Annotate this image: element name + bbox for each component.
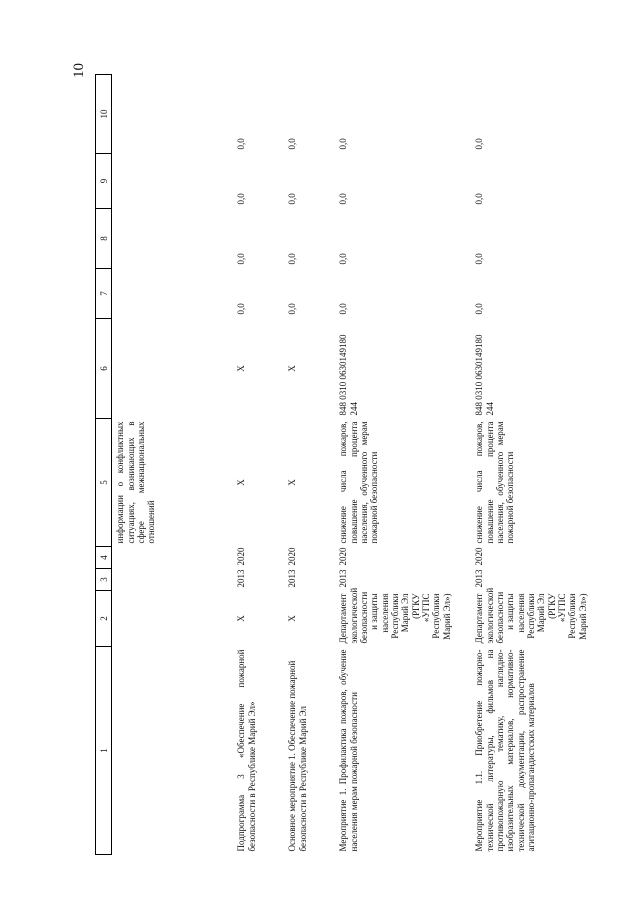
cell-value <box>112 154 234 209</box>
cell-name: Подпрограмма 3 «Обеспечение пожарной безопасности в Республике Марий Эл» <box>236 649 257 852</box>
cell-start-year <box>112 569 234 591</box>
cell-value: 0,0 <box>338 138 349 150</box>
cell-code <box>112 319 234 419</box>
column-header: 6 <box>96 319 112 419</box>
column-header: 7 <box>96 269 112 319</box>
cell-value: 0,0 <box>236 193 247 205</box>
cell-end-year: 2020 <box>338 547 349 566</box>
cell-start-year: 2013 <box>236 569 247 588</box>
cell-start-year: 2013 <box>287 569 298 588</box>
cell-value: 0,0 <box>287 138 298 150</box>
cell-value: 0,0 <box>474 253 485 265</box>
cell-value <box>112 269 234 319</box>
cell-executor <box>112 591 234 647</box>
cell-value: 0,0 <box>338 253 349 265</box>
cell-value: 0,0 <box>236 303 247 315</box>
cell-name: Мероприятие 1.1. Приобретение пожарно-технической литературы, фильмов на противопожарную тематику, наглядно-изобразительных материалов, нормативно-технической документации, распространение агитационно-пропагандистских материалов <box>474 649 537 852</box>
cell-name: Основное мероприятие 1. Обеспечение пожарной безопасности в Республике Марий Эл <box>287 660 308 852</box>
cell-value: 0,0 <box>287 253 298 265</box>
cell-result: снижение числа пожаров, повышение процента населения, обученного мерам пожарной безопасности <box>474 421 516 544</box>
cell-code: X <box>236 365 247 372</box>
cell-executor: X <box>287 615 298 622</box>
table-row <box>284 75 335 855</box>
cell-executor: X <box>236 615 247 622</box>
cell-value: 0,0 <box>338 303 349 315</box>
column-header: 10 <box>96 75 112 154</box>
cell-start-year: 2013 <box>474 569 485 588</box>
cell-executor: Департамент экологической безопасности и защиты населения Республики Марий Эл (РГКУ «УГПС Республики Марий Эл») <box>474 587 588 644</box>
table-row <box>471 75 591 855</box>
cell-end-year: 2020 <box>287 547 298 566</box>
cell-value: 0,0 <box>236 253 247 265</box>
table-row <box>335 75 471 855</box>
cell-end-year: 2020 <box>474 547 485 566</box>
cell-end-year <box>112 547 234 569</box>
cell-value: 0,0 <box>287 303 298 315</box>
cell-name <box>112 647 234 855</box>
cell-result: снижение числа пожаров, повышение процента населения, обученного мерам пожарной безопасности <box>338 421 380 544</box>
column-header: 2 <box>96 591 112 647</box>
cell-end-year: 2020 <box>236 547 247 566</box>
cell-value: 0,0 <box>474 138 485 150</box>
cell-value: 0,0 <box>287 193 298 205</box>
column-header: 5 <box>96 419 112 547</box>
column-header: 1 <box>96 647 112 855</box>
cell-value <box>112 75 234 154</box>
table-header <box>96 75 112 855</box>
cell-result: X <box>236 479 247 486</box>
cell-start-year: 2013 <box>338 569 349 588</box>
cell-name: Мероприятие 1. Профилактика пожаров, обучение населения мерам пожарной безопасности <box>338 649 359 852</box>
program-table <box>95 74 591 855</box>
column-header: 3 <box>96 569 112 591</box>
cell-value: 0,0 <box>236 138 247 150</box>
rotated-page <box>95 75 588 855</box>
cell-code: X <box>287 365 298 372</box>
table-row <box>233 75 284 855</box>
cell-value <box>112 209 234 269</box>
cell-code: 848 0310 0630149180 244 <box>338 334 359 416</box>
cell-executor: Департамент экологической безопасности и защиты населения Республики Марий Эл (РГКУ «УГПС Республики Марий Эл») <box>338 587 452 644</box>
cell-value: 0,0 <box>474 303 485 315</box>
column-header: 9 <box>96 154 112 209</box>
cell-value: 0,0 <box>338 193 349 205</box>
page-number: 10 <box>71 63 87 78</box>
cell-value: 0,0 <box>474 193 485 205</box>
column-header: 8 <box>96 209 112 269</box>
cell-result: информации о конфликтных ситуациях, возникающих в сфере межнациональных отношений <box>115 421 157 544</box>
table-row <box>112 75 234 855</box>
cell-code: 848 0310 0630149180 244 <box>474 334 495 416</box>
cell-result: X <box>287 479 298 486</box>
column-header: 4 <box>96 547 112 569</box>
